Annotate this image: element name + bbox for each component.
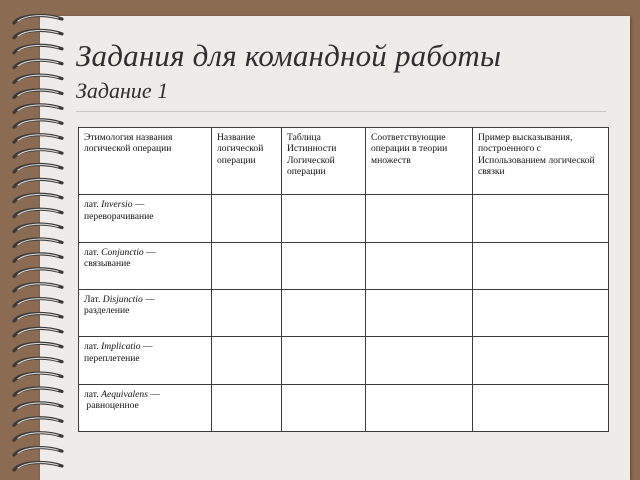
operation-name-cell[interactable] — [212, 290, 282, 337]
header-set-operation: Соответствующие операции в теории множеств — [366, 128, 473, 195]
dash: — — [145, 294, 155, 306]
dash: — — [146, 246, 156, 258]
header-truth-table: Таблица Истинности Логической операции — [282, 128, 366, 195]
latin-word: Conjunctio — [101, 246, 144, 258]
latin-word: Implicatio — [101, 341, 141, 353]
operation-name-cell[interactable] — [212, 242, 282, 289]
meaning: переворачивание — [84, 210, 154, 222]
etymology-cell — [79, 290, 212, 337]
example-cell[interactable] — [473, 384, 609, 431]
latin-word: Disjunctio — [102, 294, 143, 306]
set-operation-cell[interactable] — [366, 290, 473, 337]
meaning: связывание — [84, 258, 131, 270]
example-cell[interactable] — [473, 242, 609, 289]
truth-table-cell[interactable] — [282, 242, 366, 289]
example-cell[interactable] — [473, 290, 609, 337]
header-operation-name: Название логической операции — [212, 128, 282, 195]
truth-table-cell[interactable] — [282, 337, 366, 384]
meaning: равноценное — [86, 399, 139, 411]
meaning: разделение — [84, 305, 130, 317]
table-row — [79, 337, 609, 384]
table-header-row — [79, 128, 609, 195]
slide-title: Задания для командной работы — [76, 38, 502, 73]
set-operation-cell[interactable] — [366, 195, 473, 242]
truth-table-cell[interactable] — [282, 290, 366, 337]
dash: — — [134, 199, 145, 211]
latin-word: Aequivalens — [101, 388, 148, 400]
etymology-cell — [79, 242, 212, 289]
dash: — — [150, 388, 160, 400]
table-row — [79, 195, 609, 242]
meaning: переплетение — [84, 352, 140, 364]
etymology-cell — [79, 195, 212, 242]
slide-subtitle: Задание 1 — [76, 78, 169, 103]
set-operation-cell[interactable] — [366, 337, 473, 384]
truth-table-cell[interactable] — [282, 384, 366, 431]
spiral-binding-icon — [0, 10, 70, 480]
truth-table-cell[interactable] — [282, 195, 366, 242]
latin-prefix: лат. — [84, 246, 99, 258]
example-cell[interactable] — [473, 195, 609, 242]
latin-word: Inversio — [101, 199, 133, 211]
dash: — — [142, 341, 153, 353]
title-divider — [76, 111, 606, 112]
etymology-cell — [79, 337, 212, 384]
example-cell[interactable] — [473, 337, 609, 384]
table-row — [79, 384, 609, 431]
latin-prefix: лат. — [84, 341, 99, 353]
set-operation-cell[interactable] — [366, 384, 473, 431]
operation-name-cell[interactable] — [212, 337, 282, 384]
latin-prefix: лат. — [84, 388, 99, 400]
table-row — [79, 242, 609, 289]
table-row — [79, 290, 609, 337]
latin-prefix: лат. — [84, 199, 99, 211]
logic-operations-table — [78, 127, 609, 432]
operation-name-cell[interactable] — [212, 384, 282, 431]
etymology-cell — [79, 384, 212, 431]
set-operation-cell[interactable] — [366, 242, 473, 289]
header-etymology: Этимология названия логической операции — [79, 128, 212, 195]
header-example: Пример высказывания, построенного с Использованием логической связки — [473, 128, 609, 195]
operation-name-cell[interactable] — [212, 195, 282, 242]
latin-prefix: Лат. — [84, 294, 101, 306]
